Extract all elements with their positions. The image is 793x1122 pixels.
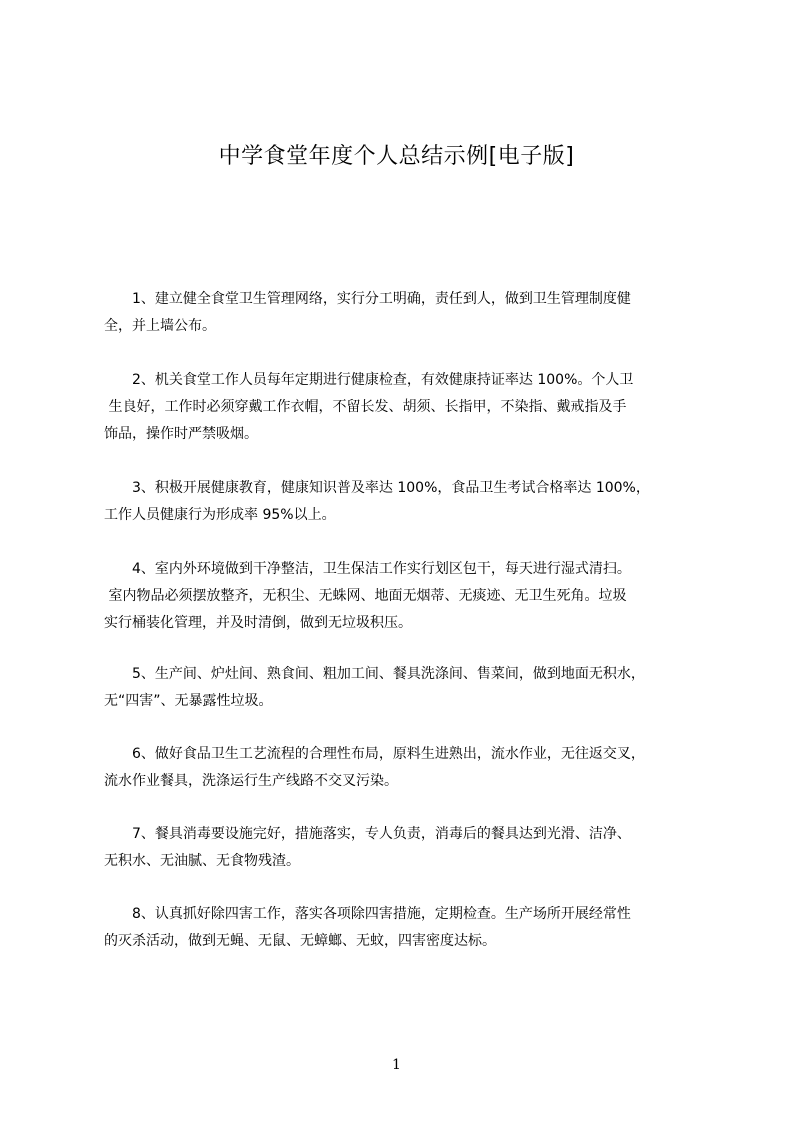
paragraph-8: 8、认真抓好除四害工作，落实各项除四害措施，定期检查。生产场所开展经常性 的灭杀活动，做到无蝇、无鼠、无蟑螂、无蚊，四害密度达标。 bbox=[104, 906, 631, 949]
document-title: 中学食堂年度个人总结示例[电子版] bbox=[218, 144, 575, 169]
paragraph-4: 4、室内外环境做到干净整洁，卫生保洁工作实行划区包干，每天进行湿式清扫。 室内物品必须摆放整齐，无积尘、无蛛网、地面无烟蒂、无痰迹、无卫生死角。垃圾 实行桶装化管理，并及时清倒，做到无垃圾积压。 bbox=[104, 561, 631, 631]
paragraph-5: 5、生产间、炉灶间、熟食间、粗加工间、餐具洗涤间、售菜间，做到地面无积水， 无“四害”、无暴露性垃圾。 bbox=[104, 666, 645, 709]
paragraph-3: 3、积极开展健康教育，健康知识普及率达 100%，食品卫生考试合格率达 100%， 工作人员健康行为形成率 95%以上。 bbox=[104, 480, 650, 523]
paragraph-6: 6、做好食品卫生工艺流程的合理性布局，原料生进熟出，流水作业，无往返交叉， 流水作业餐具，洗涤运行生产线路不交叉污染。 bbox=[104, 746, 645, 789]
paragraph-7: 7、餐具消毒要设施完好，措施落实，专人负责，消毒后的餐具达到光滑、洁净、 无积水、无油腻、无食物残渣。 bbox=[104, 826, 631, 869]
paragraph-2: 2、机关食堂工作人员每年定期进行健康检查，有效健康持证率达 100%。个人卫 生良好，工作时必须穿戴工作衣帽，不留长发、胡须、长指甲，不染指、戴戒指及手 饰品，操作时严禁吸烟。 bbox=[104, 372, 634, 442]
paragraph-1: 1、建立健全食堂卫生管理网络，实行分工明确，责任到人，做到卫生管理制度健 全，并上墙公布。 bbox=[104, 291, 631, 334]
page-number: 1 bbox=[392, 1057, 401, 1073]
